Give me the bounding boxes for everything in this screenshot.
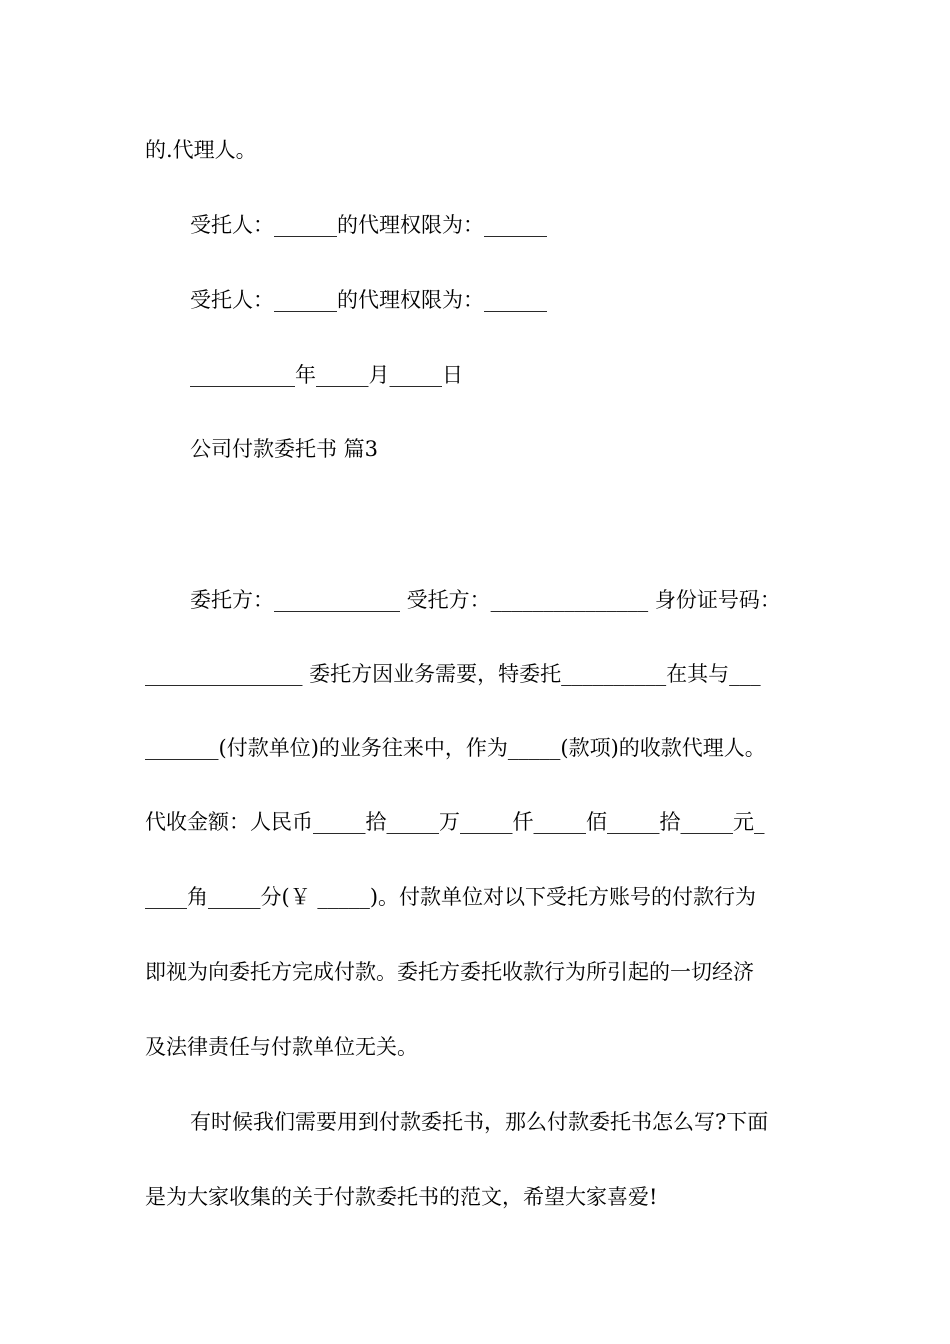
text-line: _______________ 委托方因业务需要，特委托__________在其与___ — [145, 662, 761, 686]
text-line: 是为大家收集的关于付款委托书的范文，希望大家喜爱! — [145, 1185, 658, 1209]
text-line: 即视为向委托方完成付款。委托方委托收款行为所引起的一切经济 — [145, 960, 754, 984]
text-line: 有时候我们需要用到付款委托书，那么付款委托书怎么写?下面 — [190, 1110, 769, 1134]
text-line: 的.代理人。 — [145, 138, 257, 162]
date-line: __________年_____月_____日 — [190, 363, 463, 387]
text-line: ____角_____分(￥ _____)。付款单位对以下受托方账号的付款行为 — [145, 885, 757, 909]
text-line: 受托人：______的代理权限为：______ — [190, 288, 547, 312]
text-line: 受托人：______的代理权限为：______ — [190, 213, 547, 237]
section-title: 公司付款委托书 篇3 — [190, 437, 379, 461]
text-line: 代收金额：人民币_____拾_____万_____仟_____佰_____拾_____元_ — [145, 810, 765, 834]
text-line: 及法律责任与付款单位无关。 — [145, 1035, 418, 1059]
text-line: 委托方：____________ 受托方：_______________ 身份证号码： — [190, 588, 781, 612]
text-line: _______(付款单位)的业务往来中，作为_____(款项)的收款代理人。 — [145, 736, 766, 760]
